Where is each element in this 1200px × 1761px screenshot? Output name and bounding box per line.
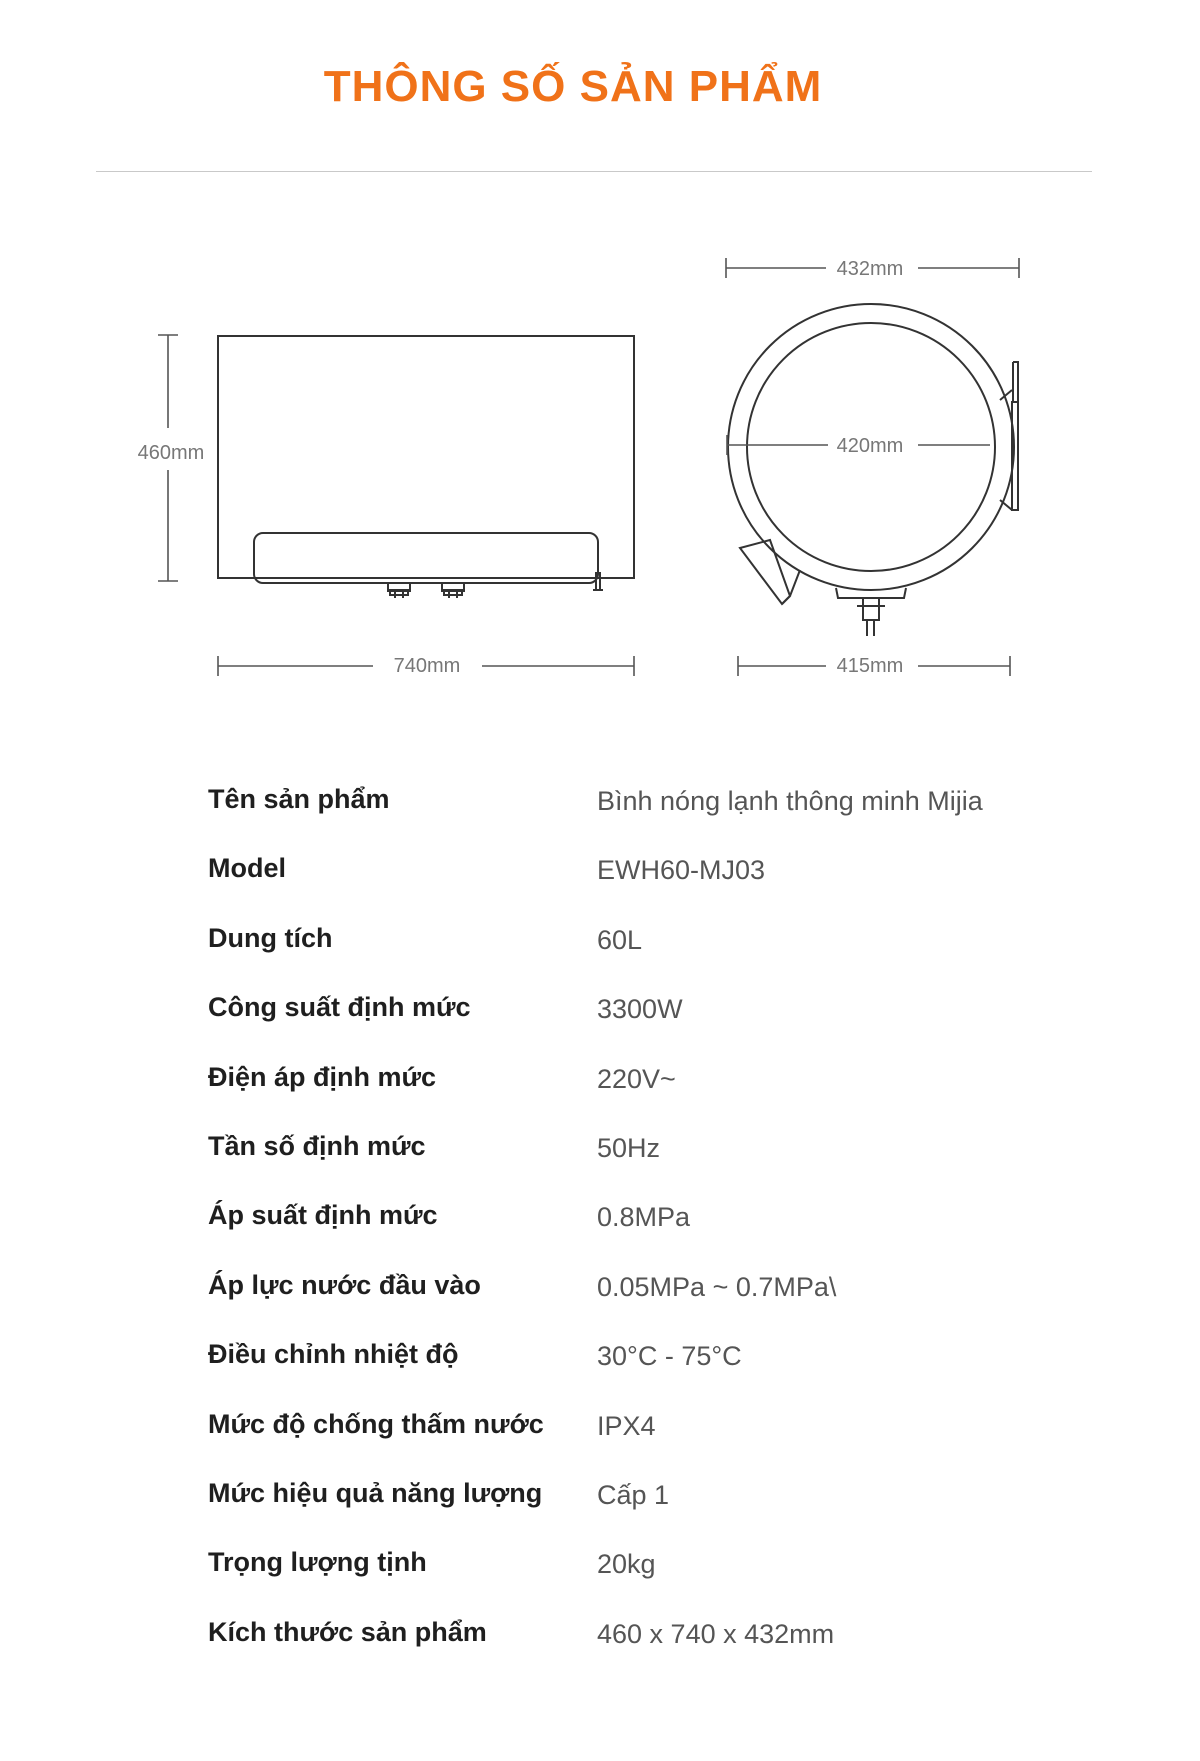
spec-row (208, 1256, 1108, 1325)
spec-row (208, 1533, 1108, 1602)
spec-value: 60L (597, 924, 643, 955)
front-connector-left (388, 583, 410, 598)
spec-label: Điện áp định mức (208, 1061, 437, 1092)
spec-row (208, 770, 1108, 839)
spec-label: Tên sản phẩm (208, 784, 390, 814)
spec-label: Điều chỉnh nhiệt độ (208, 1339, 459, 1370)
side-view (728, 304, 1018, 636)
dimension-diagram (0, 0, 1200, 760)
spec-value: 50Hz (597, 1132, 661, 1163)
front-panel (254, 533, 598, 583)
spec-value: 460 x 740 x 432mm (597, 1618, 835, 1649)
side-bottom-label: 415mm (836, 655, 904, 677)
front-body (218, 336, 634, 578)
spec-value: EWH60-MJ03 (597, 855, 766, 886)
spec-row (208, 1325, 1108, 1394)
spec-label: Trọng lượng tịnh (208, 1547, 427, 1578)
spec-row (208, 1117, 1108, 1186)
spec-value: 20kg (597, 1549, 656, 1580)
spec-value: 220V~ (597, 1063, 676, 1094)
spec-label: Áp suất định mức (208, 1200, 438, 1231)
spec-label: Kích thước sản phẩm (208, 1616, 487, 1647)
spec-table (208, 770, 1108, 1672)
spec-value: 0.05MPa ~ 0.7MPa\ (597, 1271, 837, 1302)
spec-value: 3300W (597, 994, 683, 1025)
spec-label: Mức hiệu quả năng lượng (208, 1477, 543, 1508)
spec-value: 30°C - 75°C (597, 1341, 742, 1372)
spec-row (208, 978, 1108, 1047)
side-wall-bracket (1012, 402, 1018, 510)
spec-label: Mức độ chống thấm nước (208, 1408, 544, 1439)
front-connector-right (442, 583, 464, 598)
side-panel-left (740, 540, 790, 604)
spec-label: Áp lực nước đầu vào (208, 1269, 481, 1300)
width-label: 740mm (393, 655, 461, 677)
spec-row (208, 1186, 1108, 1255)
side-inner-label: 420mm (836, 435, 904, 457)
spec-label: Công suất định mức (208, 992, 471, 1023)
spec-row (208, 1464, 1108, 1533)
spec-value: Bình nóng lạnh thông minh Mijia (597, 786, 983, 816)
spec-value: Cấp 1 (597, 1479, 670, 1510)
height-label: 460mm (137, 442, 205, 464)
spec-value: 0.8MPa (597, 1202, 691, 1233)
spec-label: Tần số định mức (208, 1130, 426, 1161)
side-top-label: 432mm (836, 258, 904, 280)
spec-label: Dung tích (208, 922, 333, 953)
spec-row (208, 839, 1108, 908)
spec-row (208, 909, 1108, 978)
spec-row (208, 1048, 1108, 1117)
page-title: THÔNG SỐ SẢN PHẨM (323, 62, 823, 111)
spec-row (208, 1603, 1108, 1672)
spec-label: Model (208, 853, 286, 884)
spec-row (208, 1395, 1108, 1464)
spec-value: IPX4 (597, 1410, 656, 1441)
front-view (218, 336, 634, 598)
